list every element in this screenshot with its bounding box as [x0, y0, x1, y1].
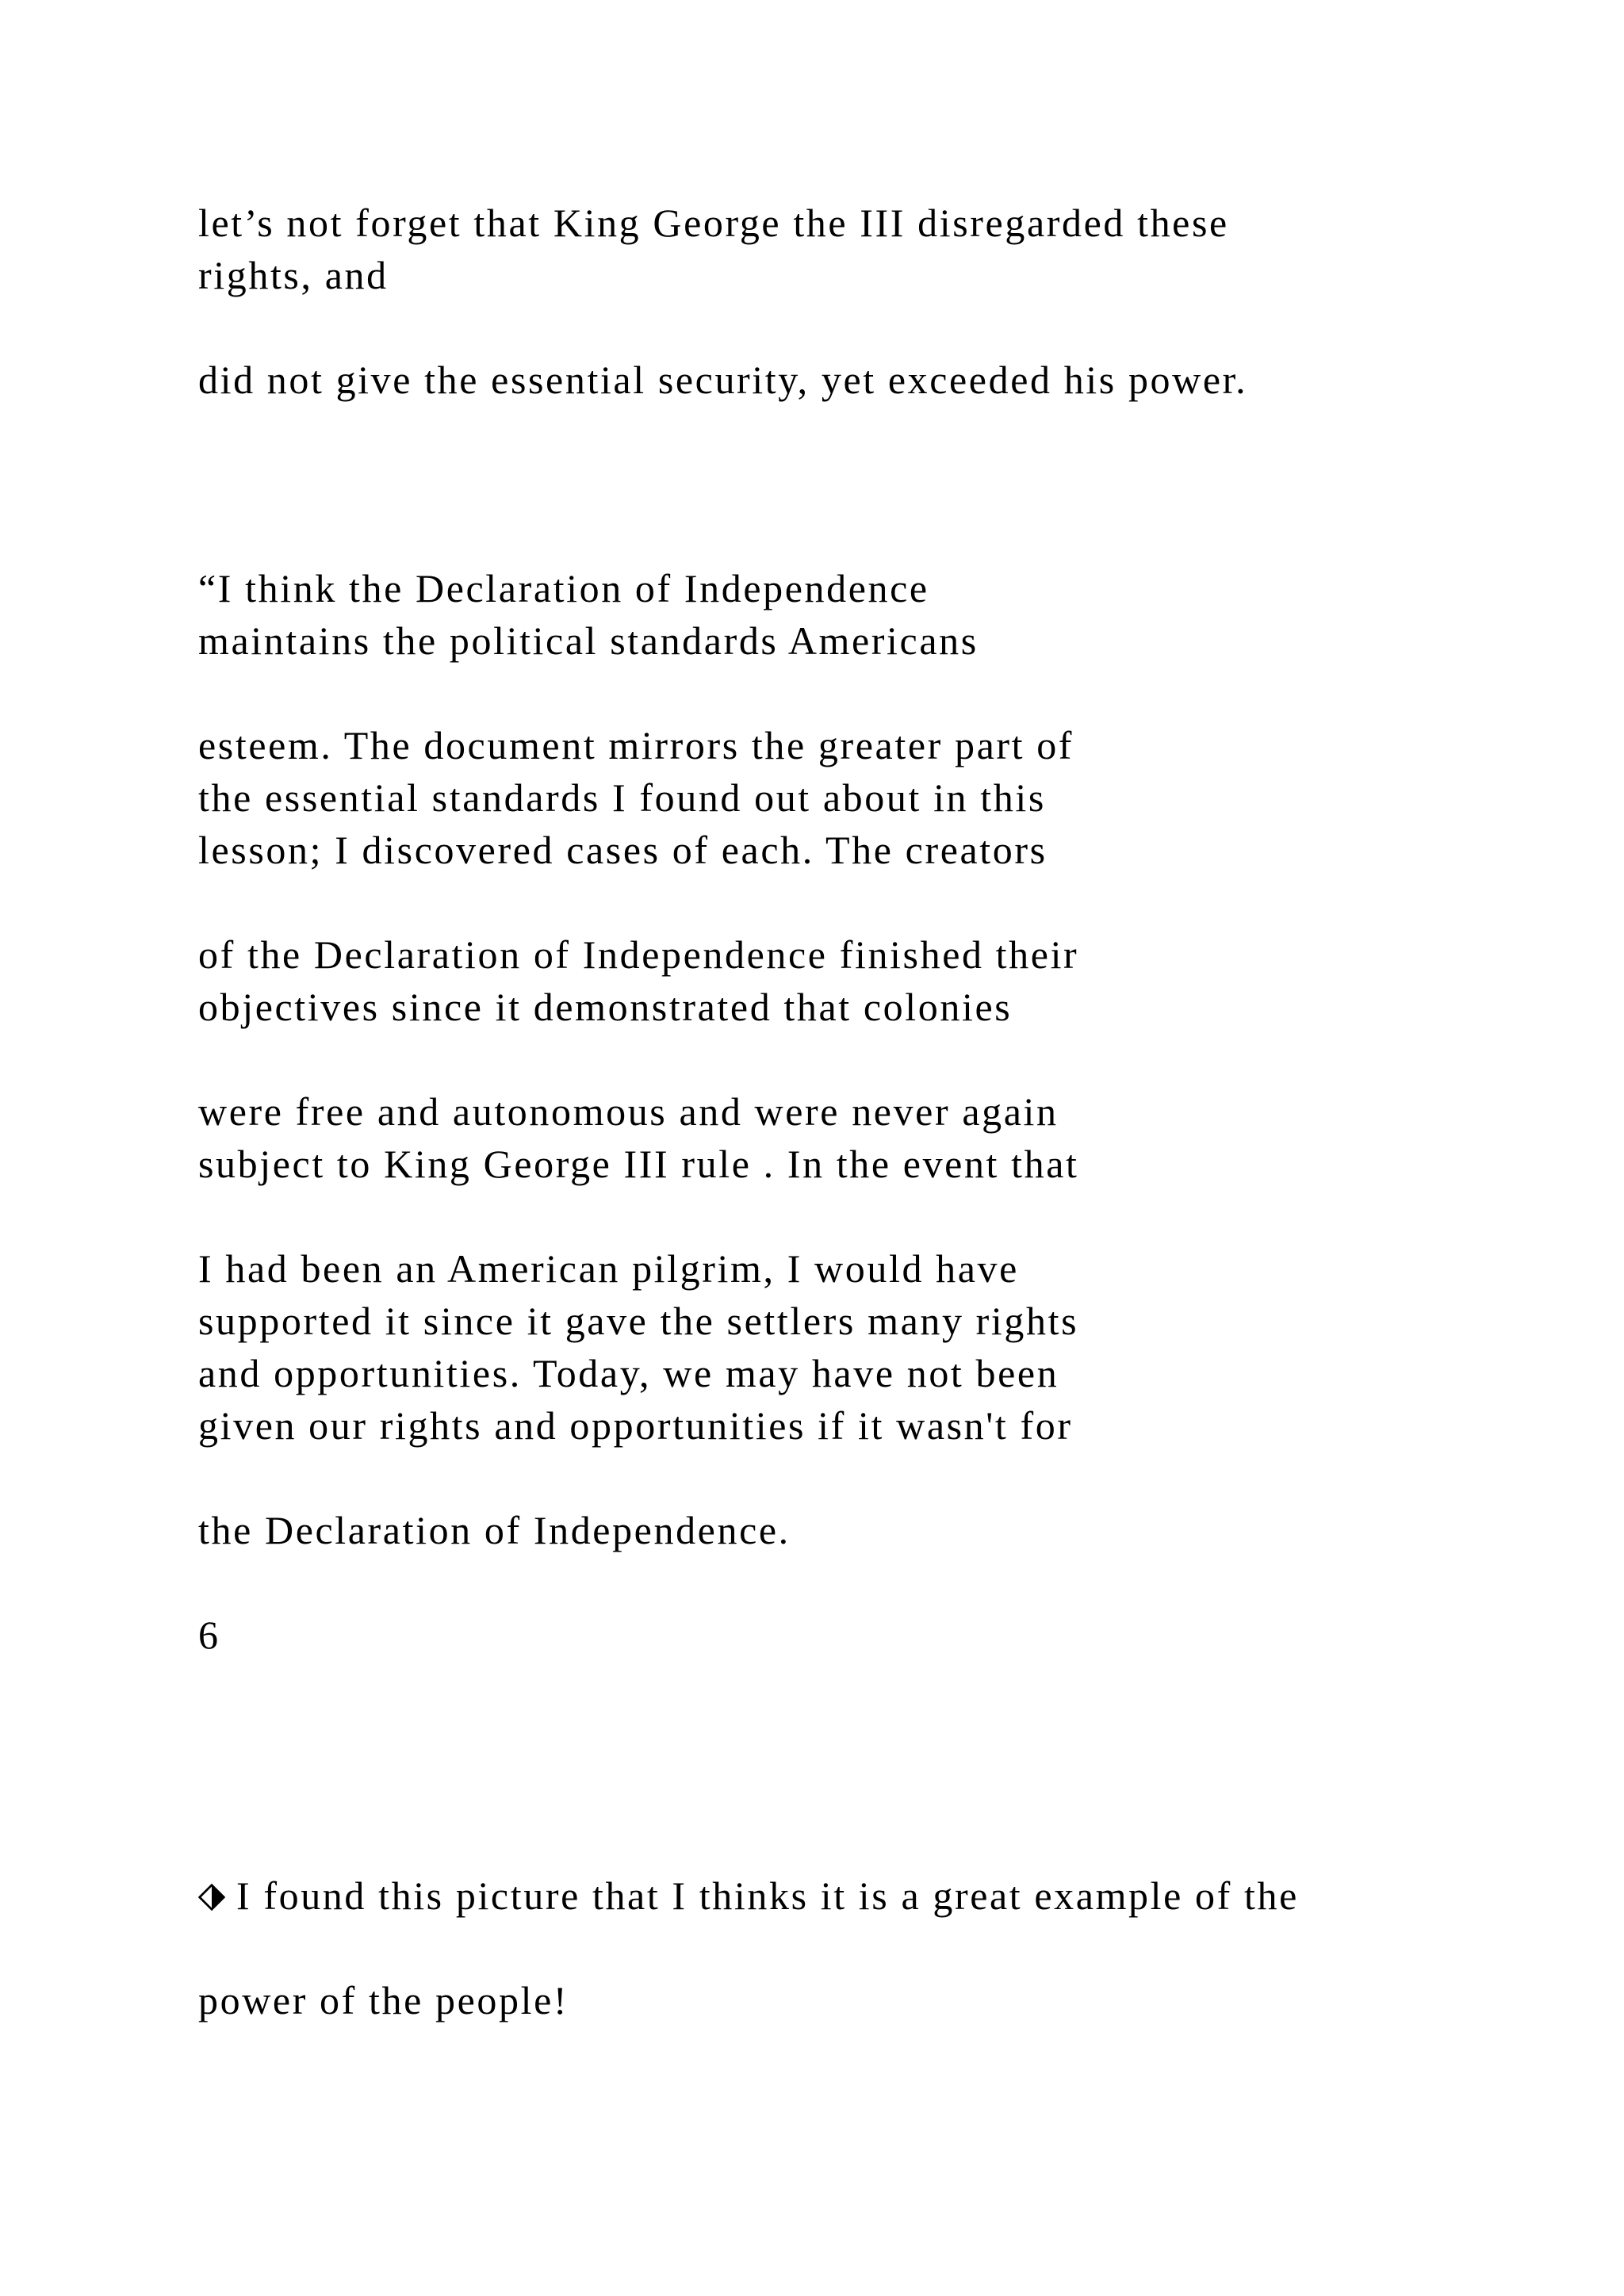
text-line: rights, and: [198, 253, 389, 297]
bullet-text-continuation: power of the people!: [198, 1978, 569, 2022]
text-line: let’s not forget that King George the III disregarded these: [198, 201, 1229, 245]
diamond-bullet-icon: [198, 1884, 225, 1911]
bullet-text: I found this picture that I thinks it is a great example of the: [236, 1873, 1299, 1918]
text-line: objectives since it demonstrated that colonies: [198, 985, 1013, 1029]
text-line: and opportunities. Today, we may have not been: [198, 1351, 1059, 1395]
text-line: maintains the political standards Americans: [198, 618, 979, 663]
text-line: lesson; I discovered cases of each. The creators: [198, 828, 1048, 872]
bullet-line: [198, 1869, 1299, 1922]
text-line: I had been an American pilgrim, I would have: [198, 1246, 1019, 1291]
text-line: esteem. The document mirrors the greater part of: [198, 723, 1074, 767]
text-line: supported it since it gave the settlers many rights: [198, 1299, 1079, 1343]
text-line: the essential standards I found out about in this: [198, 775, 1046, 820]
page-number: 6: [198, 1613, 220, 1657]
text-line: the Declaration of Independence.: [198, 1508, 791, 1552]
text-line: did not give the essential security, yet exceeded his power.: [198, 358, 1248, 402]
text-line: of the Declaration of Independence finished their: [198, 932, 1079, 977]
text-line: given our rights and opportunities if it wasn't for: [198, 1403, 1073, 1448]
text-line: were free and autonomous and were never again: [198, 1089, 1059, 1134]
text-line: “I think the Declaration of Independence: [198, 566, 929, 610]
text-line: subject to King George III rule . In the event that: [198, 1142, 1079, 1186]
